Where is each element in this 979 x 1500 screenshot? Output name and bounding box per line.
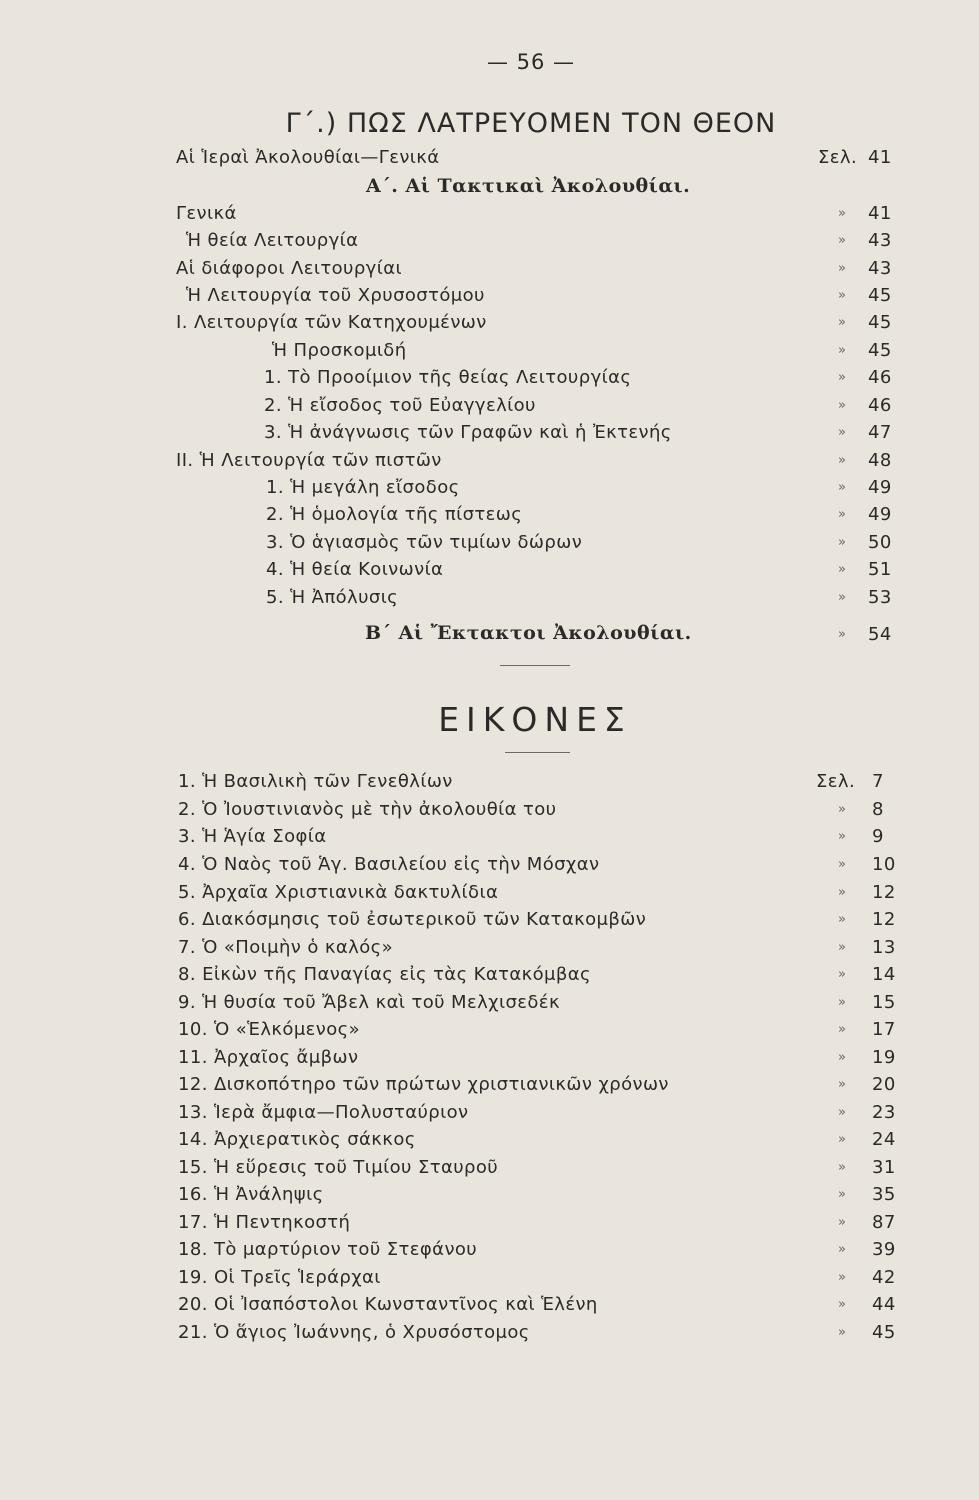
ditto-mark: » — [838, 590, 847, 605]
ditto-mark: » — [838, 940, 847, 955]
entry-title: 5. Ἀρχαῖα Χριστιανικὰ δακτυλίδια — [178, 882, 499, 903]
entry-title: 14. Ἀρχιερατικὸς σάκκος — [178, 1129, 416, 1150]
ditto-mark: » — [838, 967, 847, 982]
ditto-mark: » — [838, 398, 847, 413]
page-ref: 7 — [872, 771, 884, 792]
entry-title: 1. Ἡ μεγάλη εἴσοδος — [266, 477, 460, 498]
page-ref: 12 — [872, 882, 896, 903]
entry-title: 4. Ὁ Ναὸς τοῦ Ἁγ. Βασιλείου εἰς τὴν Μόσχαν — [178, 854, 600, 875]
ditto-mark: » — [838, 1242, 847, 1257]
entry-title: 2. Ἡ ὁμολογία τῆς πίστεως — [266, 504, 523, 525]
ditto-mark: » — [838, 1105, 847, 1120]
page-ref: 43 — [868, 230, 892, 251]
ditto-mark: » — [838, 1022, 847, 1037]
ditto-mark: » — [838, 1160, 847, 1175]
entry-title: 13. Ἱερὰ ἄμφια—Πολυσταύριον — [178, 1102, 469, 1123]
entry-title: 15. Ἡ εὕρεσις τοῦ Τιμίου Σταυροῦ — [178, 1157, 499, 1178]
images-title: ΕΙΚΟΝΕΣ — [438, 700, 632, 739]
entry-title: 19. Οἱ Τρεῖς Ἱεράρχαι — [178, 1267, 381, 1288]
ditto-mark: » — [838, 802, 847, 817]
ditto-mark: » — [838, 233, 847, 248]
page-ref: 9 — [872, 826, 884, 847]
section-title: Γ΄.) ΠΩΣ ΛΑΤΡΕΥΟΜΕΝ ΤΟΝ ΘΕΟΝ — [285, 108, 777, 139]
page-abbr: Σελ. — [816, 771, 856, 792]
page-ref: 49 — [868, 477, 892, 498]
page-ref: 46 — [868, 367, 892, 388]
ditto-mark: » — [838, 288, 847, 303]
page-ref: 49 — [868, 504, 892, 525]
page-ref: 45 — [872, 1322, 896, 1343]
ditto-mark: » — [838, 1187, 847, 1202]
ditto-mark: » — [838, 1215, 847, 1230]
entry-title: 5. Ἡ Ἀπόλυσις — [266, 587, 399, 608]
entry-title: Ἡ Προσκομιδή — [272, 340, 407, 361]
page-ref: 35 — [872, 1184, 896, 1205]
entry-title: Ἡ θεία Λειτουργία — [186, 230, 359, 251]
entry-title: 2. Ὁ Ἰουστινιανὸς μὲ τὴν ἀκολουθία του — [178, 799, 557, 820]
page-ref: 54 — [868, 624, 892, 645]
page-ref: 14 — [872, 964, 896, 985]
divider-rule — [505, 752, 570, 753]
entry-title: 3. Ἡ Ἁγία Σοφία — [178, 826, 327, 847]
entry-title: 6. Διακόσμησις τοῦ ἐσωτερικοῦ τῶν Κατακομβῶν — [178, 909, 647, 930]
page-ref: 15 — [872, 992, 896, 1013]
entry-title: 16. Ἡ Ἀνάληψις — [178, 1184, 324, 1205]
page-ref: 43 — [868, 258, 892, 279]
ditto-mark: » — [838, 912, 847, 927]
ditto-mark: » — [838, 1050, 847, 1065]
page-ref: 47 — [868, 422, 892, 443]
ditto-mark: » — [838, 507, 847, 522]
entry-title: 2. Ἡ εἴσοδος τοῦ Εὐαγγελίου — [264, 395, 536, 416]
page-ref: 12 — [872, 909, 896, 930]
divider-rule — [500, 665, 570, 666]
entry-title: Αἱ διάφοροι Λειτουργίαι — [176, 258, 402, 279]
entry-title: Αἱ Ἱεραὶ Ἀκολουθίαι—Γενικά — [176, 147, 440, 168]
page-ref: 20 — [872, 1074, 896, 1095]
page-ref: 8 — [872, 799, 884, 820]
page-ref: 31 — [872, 1157, 896, 1178]
entry-title: 18. Τὸ μαρτύριον τοῦ Στεφάνου — [178, 1239, 478, 1260]
page-ref: 24 — [872, 1129, 896, 1150]
ditto-mark: » — [838, 627, 847, 642]
ditto-mark: » — [838, 343, 847, 358]
ditto-mark: » — [838, 829, 847, 844]
page-ref: 17 — [872, 1019, 896, 1040]
entry-title: 3. Ἡ ἀνάγνωσις τῶν Γραφῶν καὶ ἡ Ἐκτενής — [264, 422, 672, 443]
ditto-mark: » — [838, 995, 847, 1010]
ditto-mark: » — [838, 1325, 847, 1340]
ditto-mark: » — [838, 1132, 847, 1147]
page-ref: 13 — [872, 937, 896, 958]
page-ref: 45 — [868, 285, 892, 306]
page-ref: 53 — [868, 587, 892, 608]
entry-title: 7. Ὁ «Ποιμὴν ὁ καλός» — [178, 937, 394, 958]
ditto-mark: » — [838, 453, 847, 468]
ditto-mark: » — [838, 562, 847, 577]
entry-title: ΙΙ. Ἡ Λειτουργία τῶν πιστῶν — [176, 450, 442, 471]
page-ref: 10 — [872, 854, 896, 875]
page-ref: 19 — [872, 1047, 896, 1068]
page-number: — 56 — — [486, 50, 576, 74]
ditto-mark: » — [838, 885, 847, 900]
ditto-mark: » — [838, 261, 847, 276]
page-ref: 48 — [868, 450, 892, 471]
ditto-mark: » — [838, 1297, 847, 1312]
entry-title: 21. Ὁ ἅγιος Ἰωάννης, ὁ Χρυσόστομος — [178, 1322, 530, 1343]
page-ref: 41 — [868, 147, 892, 168]
subheading-extraordinary-services: Β΄ Αἱ Ἔκτακτοι Ἀκολουθίαι. — [365, 622, 692, 644]
entry-title: 3. Ὁ ἁγιασμὸς τῶν τιμίων δώρων — [266, 532, 583, 553]
entry-title: 17. Ἡ Πεντηκοστή — [178, 1212, 351, 1233]
ditto-mark: » — [838, 480, 847, 495]
page-ref: 50 — [868, 532, 892, 553]
entry-title: 10. Ὁ «Ἑλκόμενος» — [178, 1019, 361, 1040]
page-abbr: Σελ. — [818, 147, 858, 168]
page-ref: 51 — [868, 559, 892, 580]
page-ref: 39 — [872, 1239, 896, 1260]
entry-title: Ι. Λειτουργία τῶν Κατηχουμένων — [176, 312, 487, 333]
entry-title: Γενικά — [176, 203, 237, 224]
page-ref: 41 — [868, 203, 892, 224]
ditto-mark: » — [838, 206, 847, 221]
entry-title: 1. Τὸ Προοίμιον τῆς θείας Λειτουργίας — [264, 367, 632, 388]
entry-title: 20. Οἱ Ἰσαπόστολοι Κωνσταντῖνος καὶ Ἑλένη — [178, 1294, 598, 1315]
page-ref: 45 — [868, 340, 892, 361]
page-ref: 42 — [872, 1267, 896, 1288]
entry-title: 11. Ἀρχαῖος ἄμβων — [178, 1047, 359, 1068]
ditto-mark: » — [838, 425, 847, 440]
entry-title: Ἡ Λειτουργία τοῦ Χρυσοστόμου — [186, 285, 485, 306]
entry-title: 9. Ἡ θυσία τοῦ Ἄβελ καὶ τοῦ Μελχισεδέκ — [178, 992, 560, 1013]
ditto-mark: » — [838, 1077, 847, 1092]
ditto-mark: » — [838, 1270, 847, 1285]
entry-title: 12. Δισκοπότηρο τῶν πρώτων χριστιανικῶν χρόνων — [178, 1074, 669, 1095]
entry-title: 4. Ἡ θεία Κοινωνία — [266, 559, 444, 580]
ditto-mark: » — [838, 370, 847, 385]
page-ref: 87 — [872, 1212, 896, 1233]
page-ref: 46 — [868, 395, 892, 416]
ditto-mark: » — [838, 857, 847, 872]
page-ref: 23 — [872, 1102, 896, 1123]
ditto-mark: » — [838, 535, 847, 550]
entry-title: 1. Ἡ Βασιλικὴ τῶν Γενεθλίων — [178, 771, 453, 792]
page-ref: 44 — [872, 1294, 896, 1315]
ditto-mark: » — [838, 315, 847, 330]
subheading-regular-services: Α΄. Αἱ Τακτικαὶ Ἀκολουθίαι. — [366, 175, 691, 197]
entry-title: 8. Εἰκὼν τῆς Παναγίας εἰς τὰς Κατακόμβας — [178, 964, 592, 985]
page-ref: 45 — [868, 312, 892, 333]
